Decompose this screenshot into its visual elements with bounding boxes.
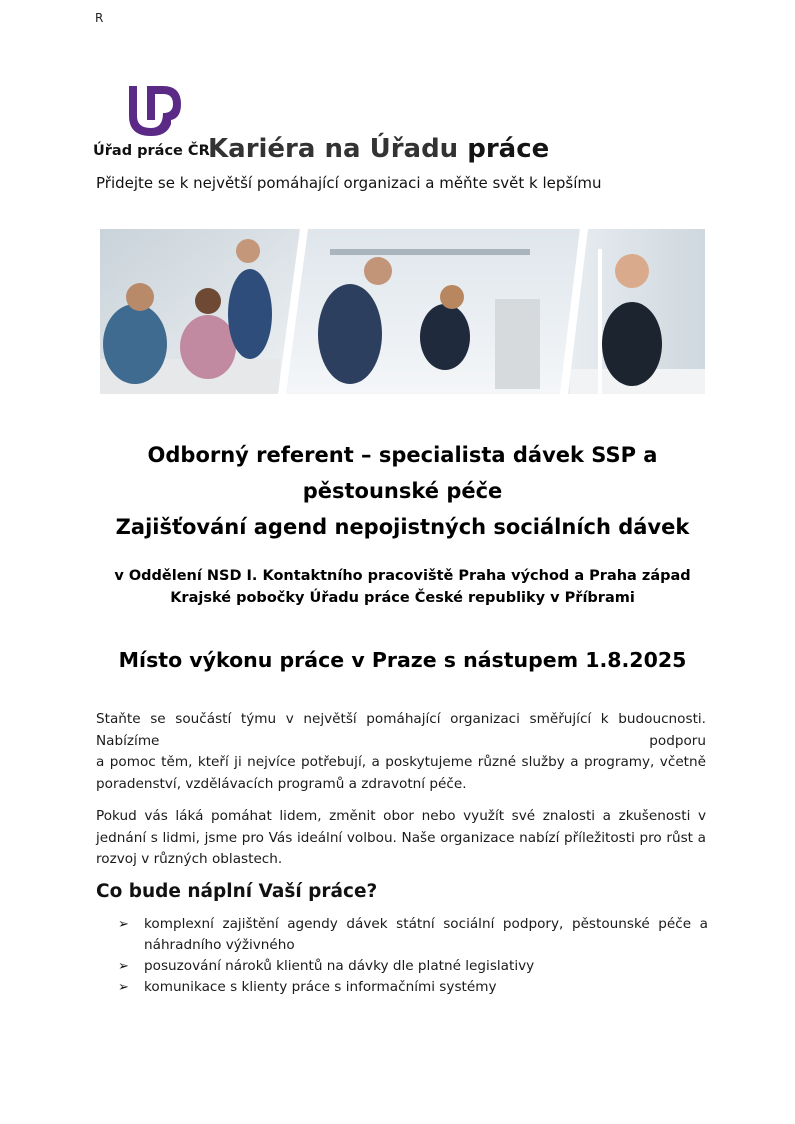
up-logo-icon: [125, 80, 185, 140]
list-item: [118, 977, 708, 998]
duties-list: [118, 914, 708, 998]
intro-p1-line-2: [96, 731, 706, 753]
headline-part-b: práce: [467, 134, 550, 164]
arrow-bullet-icon: ➢: [118, 959, 129, 974]
duty-1-line-2: náhradního výživného: [144, 937, 295, 953]
intro-p1-line-4: poradenství, vzdělávacích programů a zdravotní péče.: [96, 775, 467, 792]
duty-3-line-1: komunikace s klienty práce s informačními systémy: [144, 979, 497, 995]
duties-heading: Co bude náplní Vaší práce?: [96, 881, 378, 902]
intro-paragraph-1: [96, 709, 706, 795]
work-place-heading: Místo výkonu práce v Praze s nástupem 1.8.2025: [118, 648, 687, 672]
job-title-line-2: pěstounské péče: [302, 479, 503, 503]
job-title-line-1: Odborný referent – specialista dávek SSP a: [147, 443, 658, 467]
intro-p1-line-2-start: Nabízíme: [96, 732, 160, 749]
intro-p2-line-1: Pokud vás láká pomáhat lidem, změnit obor nebo využít své znalosti a zkušenosti v: [96, 808, 706, 824]
job-title-line-3: Zajišťování agend nepojistných sociálních dávek: [115, 515, 690, 539]
page-mark: R: [95, 11, 104, 25]
arrow-bullet-icon: ➢: [118, 980, 129, 995]
brand-headline: [208, 134, 549, 164]
duty-1-line-1: komplexní zajištění agendy dávek státní sociální podpory, pěstounské péče a: [144, 916, 708, 932]
duty-2-line-1: posuzování nároků klientů na dávky dle platné legislativy: [144, 958, 535, 974]
brand-tagline: Přidejte se k největší pomáhající organizaci a měňte svět k lepšímu: [96, 174, 602, 192]
list-item: [118, 956, 708, 977]
job-title-block: [95, 437, 710, 545]
list-item: [118, 914, 708, 956]
intro-p2-line-3: rozvoj v různých oblastech.: [96, 851, 283, 867]
headline-part-a: Kariéra na Úřadu: [208, 134, 459, 164]
department-line-1: v Oddělení NSD I. Kontaktního pracoviště Praha východ a Praha západ: [114, 568, 691, 584]
intro-p1-line-1: Staňte se součástí týmu v největší pomáhající organizaci směřující k budoucnosti.: [96, 711, 706, 727]
department-block: [95, 565, 710, 609]
intro-p2-line-2: jednání s lidmi, jsme pro Vás ideální volbou. Naše organizace nabízí příležitosti pro růst a: [96, 829, 706, 846]
office-photo-collage: [100, 229, 705, 394]
department-line-2: Krajské pobočky Úřadu práce České republiky v Příbrami: [170, 590, 635, 606]
intro-p1-line-3: a pomoc těm, kteří ji nejvíce potřebují, a poskytujeme různé služby a programy, včetně: [96, 754, 706, 770]
org-name: Úřad práce ČR: [93, 143, 210, 159]
intro-paragraph-2: [96, 806, 706, 871]
intro-p1-line-2-end: podporu: [649, 732, 706, 749]
arrow-bullet-icon: ➢: [118, 917, 129, 932]
